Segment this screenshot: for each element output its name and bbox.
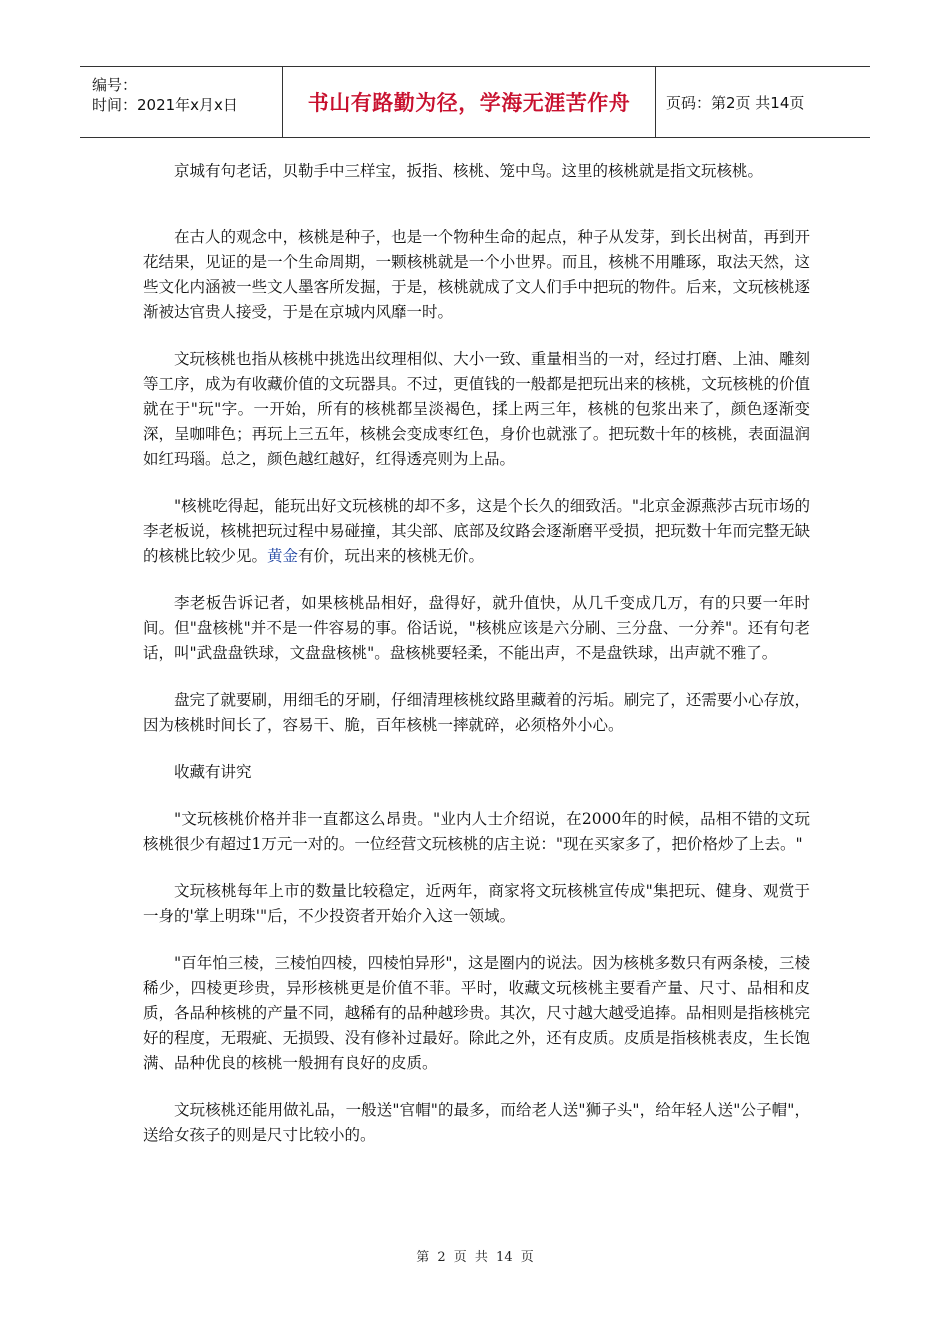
header-motto-cell [283, 67, 656, 137]
paragraph-4-text-b: 有价，玩出来的核桃无价。 [298, 547, 485, 565]
serial-label: 编号： [92, 76, 138, 94]
page-footer: 第 2 页 共 14 页 [416, 1250, 534, 1265]
section-heading: 收藏有讲究 [174, 763, 252, 781]
header-page-cell [656, 67, 870, 137]
paragraph-5: 李老板告诉记者，如果核桃品相好，盘得好，就升值快，从几千变成几万，有的只要一年时间。但"盘核桃"并不是一件容易的事。俗话说，"核桃应该是六分刷、三分盘、一分养"。还有句老话，叫"武盘盘铁球，文盘盘核桃"。盘核桃要轻柔，不能出声，不是盘铁球，出声就不雅了。 [143, 594, 810, 662]
date-label: 时间：2021年x月x日 [92, 96, 238, 114]
paragraph-4 [143, 494, 810, 569]
paragraph-10: 文玩核桃还能用做礼品，一般送"官帽"的最多，而给老人送"狮子头"，给年轻人送"公子帽"，送给女孩子的则是尺寸比较小的。 [143, 1101, 810, 1144]
paragraph-2: 在古人的观念中，核桃是种子，也是一个物种生命的起点，种子从发芽，到长出树苗，再到开花结果，见证的是一个生命周期，一颗核桃就是一个小世界。而且，核桃不用雕琢，取法天然，这些文化内涵被一些文人墨客所发掘，于是，核桃就成了文人们手中把玩的物件。后来，文玩核桃逐渐被达官贵人接受，于是在京城内风靡一时。 [143, 228, 810, 321]
paragraph-9: "百年怕三棱，三棱怕四棱，四棱怕异形"，这是圈内的说法。因为核桃多数只有两条棱，三棱稀少，四棱更珍贵，异形核桃更是价值不菲。平时，收藏文玩核桃主要看产量、尺寸、品相和皮质，各品种核桃的产量不同，越稀有的品种越珍贵。其次，尺寸越大越受追捧。品相则是指核桃完好的程度，无瑕疵、无损毁、没有修补过最好。除此之外，还有皮质。皮质是指核桃表皮，生长饱满、品种优良的核桃一般拥有良好的皮质。 [143, 954, 810, 1072]
article-body [143, 159, 810, 1170]
header-meta-cell [80, 67, 283, 137]
gold-link[interactable]: 黄金 [267, 547, 299, 565]
header-motto: 书山有路勤为径，学海无涯苦作舟 [307, 91, 631, 115]
paragraph-8: 文玩核桃每年上市的数量比较稳定，近两年，商家将文玩核桃宣传成"集把玩、健身、观赏于一身的'掌上明珠'"后，不少投资者开始介入这一领域。 [143, 882, 810, 925]
paragraph-4-text-a: "核桃吃得起，能玩出好文玩核桃的却不多，这是个长久的细致活。"北京金源燕莎古玩市场的李老板说，核桃把玩过程中易碰撞，其尖部、底部及纹路会逐渐磨平受损，把玩数十年而完整无缺的核桃比较少见。 [143, 497, 810, 565]
paragraph-7: "文玩核桃价格并非一直都这么昂贵。"业内人士介绍说，在2000年的时候，品相不错的文玩核桃很少有超过1万元一对的。一位经营文玩核桃的店主说："现在买家多了，把价格炒了上去。" [143, 810, 810, 853]
paragraph-6: 盘完了就要刷，用细毛的牙刷，仔细清理核桃纹路里藏着的污垢。刷完了，还需要小心存放，因为核桃时间长了，容易干、脆，百年核桃一摔就碎，必须格外小心。 [143, 691, 810, 734]
paragraph-1: 京城有句老话，贝勒手中三样宝，扳指、核桃、笼中鸟。这里的核桃就是指文玩核桃。 [174, 162, 764, 180]
header-page-code: 页码：第2页 共14页 [666, 93, 805, 112]
page-header [80, 66, 870, 138]
paragraph-3: 文玩核桃也指从核桃中挑选出纹理相似、大小一致、重量相当的一对，经过打磨、上油、雕刻等工序，成为有收藏价值的文玩器具。不过，更值钱的一般都是把玩出来的核桃，文玩核桃的价值就在于"玩"字。一开始，所有的核桃都呈淡褐色，揉上两三年，核桃的包浆出来了，颜色逐渐变深，呈咖啡色；再玩上三五年，核桃会变成枣红色，身价也就涨了。把玩数十年的核桃，表面温润如红玛瑙。总之，颜色越红越好，红得透亮则为上品。 [143, 350, 810, 468]
